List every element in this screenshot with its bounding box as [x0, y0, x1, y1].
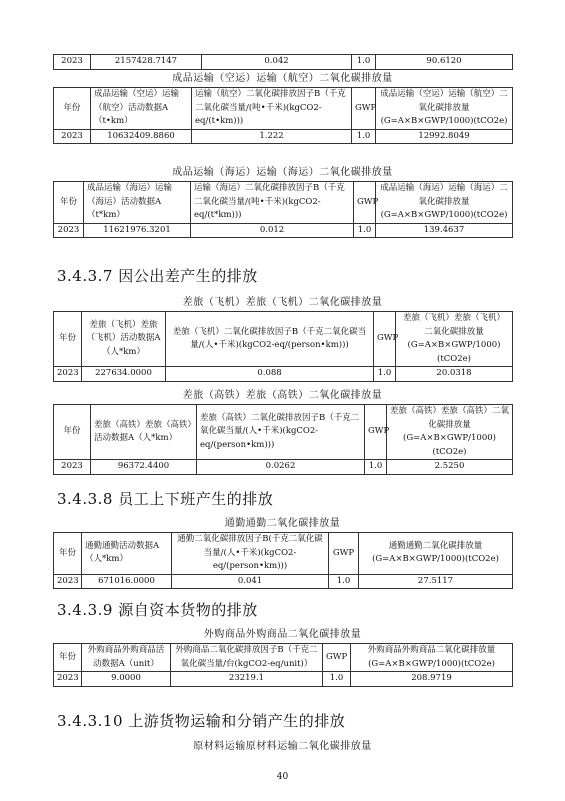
- sea-freight-table: [53, 181, 513, 238]
- header-activity: 通勤通勤活动数据A（人*km）: [82, 533, 172, 575]
- header-factor: 通勤二氧化碳排放因子B(千克二氧化碳当量/(人•千米)(kgCO2-eq/(person•km))): [172, 533, 329, 575]
- header-gwp: GWP: [352, 88, 376, 130]
- header-gwp: GWP: [354, 182, 376, 224]
- section-heading: 3.4.3.7 因公出差产生的排放: [57, 267, 258, 285]
- table-row: [54, 460, 513, 475]
- header-gwp: GWP: [365, 405, 387, 460]
- header-activity: 外购商品外购商品活动数据A（unit）: [82, 644, 171, 672]
- activity-cell: 2157428.7147: [91, 55, 202, 70]
- header-year: 年份: [54, 88, 91, 130]
- year-cell: 2023: [54, 574, 82, 589]
- gwp-cell: 1.0: [323, 672, 351, 687]
- gwp-cell: 1.0: [365, 460, 387, 475]
- emission-cell: 27.5117: [359, 574, 513, 589]
- year-cell: 2023: [54, 55, 91, 70]
- header-activity: 差旅（高铁）差旅（高铁）活动数据A（人*km）: [91, 405, 197, 460]
- table-caption: 成品运输（海运）运输（海运）二氧化碳排放量: [172, 167, 393, 178]
- table-caption: 通勤通勤二氧化碳排放量: [224, 518, 341, 529]
- year-cell: 2023: [54, 129, 91, 144]
- header-factor: 运输（航空）二氧化碳排放因子B（千克二氧化碳当量/(吨•千米)(kgCO2-eq/(t•km))): [192, 88, 352, 130]
- header-gwp: GWP: [323, 644, 351, 672]
- header-emission: 成品运输（空运）运输（航空）二氧化碳排放量(G=A×B×GWP/1000)(tCO2e): [376, 88, 513, 130]
- header-activity: 成品运输（空运）运输（航空）活动数据A（t•km）: [91, 88, 192, 130]
- header-factor: 差旅（飞机）二氧化碳排放因子B（千克二氧化碳当量/(人•千米)(kgCO2-eq/(person•km))): [166, 312, 374, 367]
- header-year: 年份: [54, 405, 91, 460]
- activity-cell: 671016.0000: [82, 574, 172, 589]
- emission-cell: 90.6120: [376, 55, 513, 70]
- year-cell: 2023: [54, 367, 82, 382]
- header-emission: 差旅（飞机）差旅（飞机）二氧化碳排放量(G=A×B×GWP/1000)(tCO2e): [396, 312, 513, 367]
- header-factor: 运输（海运）二氧化碳排放因子B（千克二氧化碳当量/(吨•千米)(kgCO2-eq/(t*km))): [191, 182, 354, 224]
- factor-cell: 0.0262: [197, 460, 365, 475]
- emission-cell: 208.9719: [351, 672, 513, 687]
- header-emission: 外购商品外购商品二氧化碳排放量(G=A×B×GWP/1000)(tCO2e): [351, 644, 513, 672]
- activity-cell: 96372.4400: [91, 460, 197, 475]
- year-cell: 2023: [54, 460, 91, 475]
- factor-cell: 1.222: [192, 129, 352, 144]
- table-header-row: [54, 88, 513, 130]
- year-cell: 2023: [54, 672, 82, 687]
- air-freight-table: [53, 87, 513, 144]
- header-emission: 差旅（高铁）差旅（高铁）二氧化碳排放量(G=A×B×GWP/1000)(tCO2e): [387, 405, 513, 460]
- header-factor: 差旅（高铁）二氧化碳排放因子B（千克二氧化碳当量/(人•千米)(kgCO2-eq/(person•km))): [197, 405, 365, 460]
- header-activity: 差旅（飞机）差旅（飞机）活动数据A（人*km）: [82, 312, 166, 367]
- page-number: 40: [276, 772, 289, 782]
- activity-cell: 227634.0000: [82, 367, 166, 382]
- table-header-row: [54, 182, 513, 224]
- gwp-cell: 1.0: [352, 129, 376, 144]
- table-header-row: [54, 312, 513, 367]
- employee-commute-table: [53, 532, 513, 589]
- header-gwp: GWP: [374, 312, 396, 367]
- business-travel-rail-table: [53, 404, 513, 475]
- activity-cell: 10632409.8860: [91, 129, 192, 144]
- activity-cell: 9.0000: [82, 672, 171, 687]
- header-emission: 通勤通勤二氧化碳排放量(G=A×B×GWP/1000)(tCO2e): [359, 533, 513, 575]
- business-travel-air-table: [53, 311, 513, 382]
- header-year: 年份: [54, 533, 82, 575]
- table-continued: [53, 54, 513, 70]
- section-heading: 3.4.3.10 上游货物运输和分销产生的排放: [57, 712, 346, 730]
- header-year: 年份: [54, 182, 84, 224]
- table-caption: 外购商品外购商品二氧化碳排放量: [203, 629, 362, 640]
- table-header-row: [54, 533, 513, 575]
- table-row: [54, 672, 513, 687]
- capital-goods-table: [53, 643, 513, 687]
- section-heading: 3.4.3.8 员工上下班产生的排放: [57, 490, 274, 508]
- table-caption: 成品运输（空运）运输（航空）二氧化碳排放量: [172, 73, 393, 84]
- table-header-row: [54, 644, 513, 672]
- header-factor: 外购商品二氧化碳排放因子B（千克二氧化碳当量/台(kgCO2-eq/unit)）: [171, 644, 323, 672]
- table-header-row: [54, 405, 513, 460]
- factor-cell: 23219.1: [171, 672, 323, 687]
- header-year: 年份: [54, 312, 82, 367]
- emission-cell: 12992.8049: [376, 129, 513, 144]
- table-row: [54, 223, 513, 238]
- gwp-cell: 1.0: [374, 367, 396, 382]
- table-row: [54, 574, 513, 589]
- table-row: [54, 129, 513, 144]
- header-activity: 成品运输（海运）运输（海运）活动数据A（t*km）: [84, 182, 191, 224]
- table-row: [54, 55, 513, 70]
- table-caption: 差旅（飞机）差旅（飞机）二氧化碳排放量: [182, 297, 383, 308]
- factor-cell: 0.042: [202, 55, 352, 70]
- emission-cell: 20.0318: [396, 367, 513, 382]
- section-heading: 3.4.3.9 源自资本货物的排放: [57, 601, 258, 619]
- factor-cell: 0.012: [191, 223, 354, 238]
- gwp-cell: 1.0: [352, 55, 376, 70]
- year-cell: 2023: [54, 223, 84, 238]
- header-year: 年份: [54, 644, 82, 672]
- emission-cell: 139.4637: [376, 223, 513, 238]
- emission-cell: 2.5250: [387, 460, 513, 475]
- activity-cell: 11621976.3201: [84, 223, 191, 238]
- header-gwp: GWP: [329, 533, 359, 575]
- table-row: [54, 367, 513, 382]
- factor-cell: 0.041: [172, 574, 329, 589]
- gwp-cell: 1.0: [354, 223, 376, 238]
- factor-cell: 0.088: [166, 367, 374, 382]
- header-emission: 成品运输（海运）运输（海运）二氧化碳排放量(G=A×B×GWP/1000)(tCO2e): [376, 182, 513, 224]
- table-caption: 原材料运输原材料运输二氧化碳排放量: [193, 741, 372, 752]
- table-caption: 差旅（高铁）差旅（高铁）二氧化碳排放量: [182, 390, 383, 401]
- gwp-cell: 1.0: [329, 574, 359, 589]
